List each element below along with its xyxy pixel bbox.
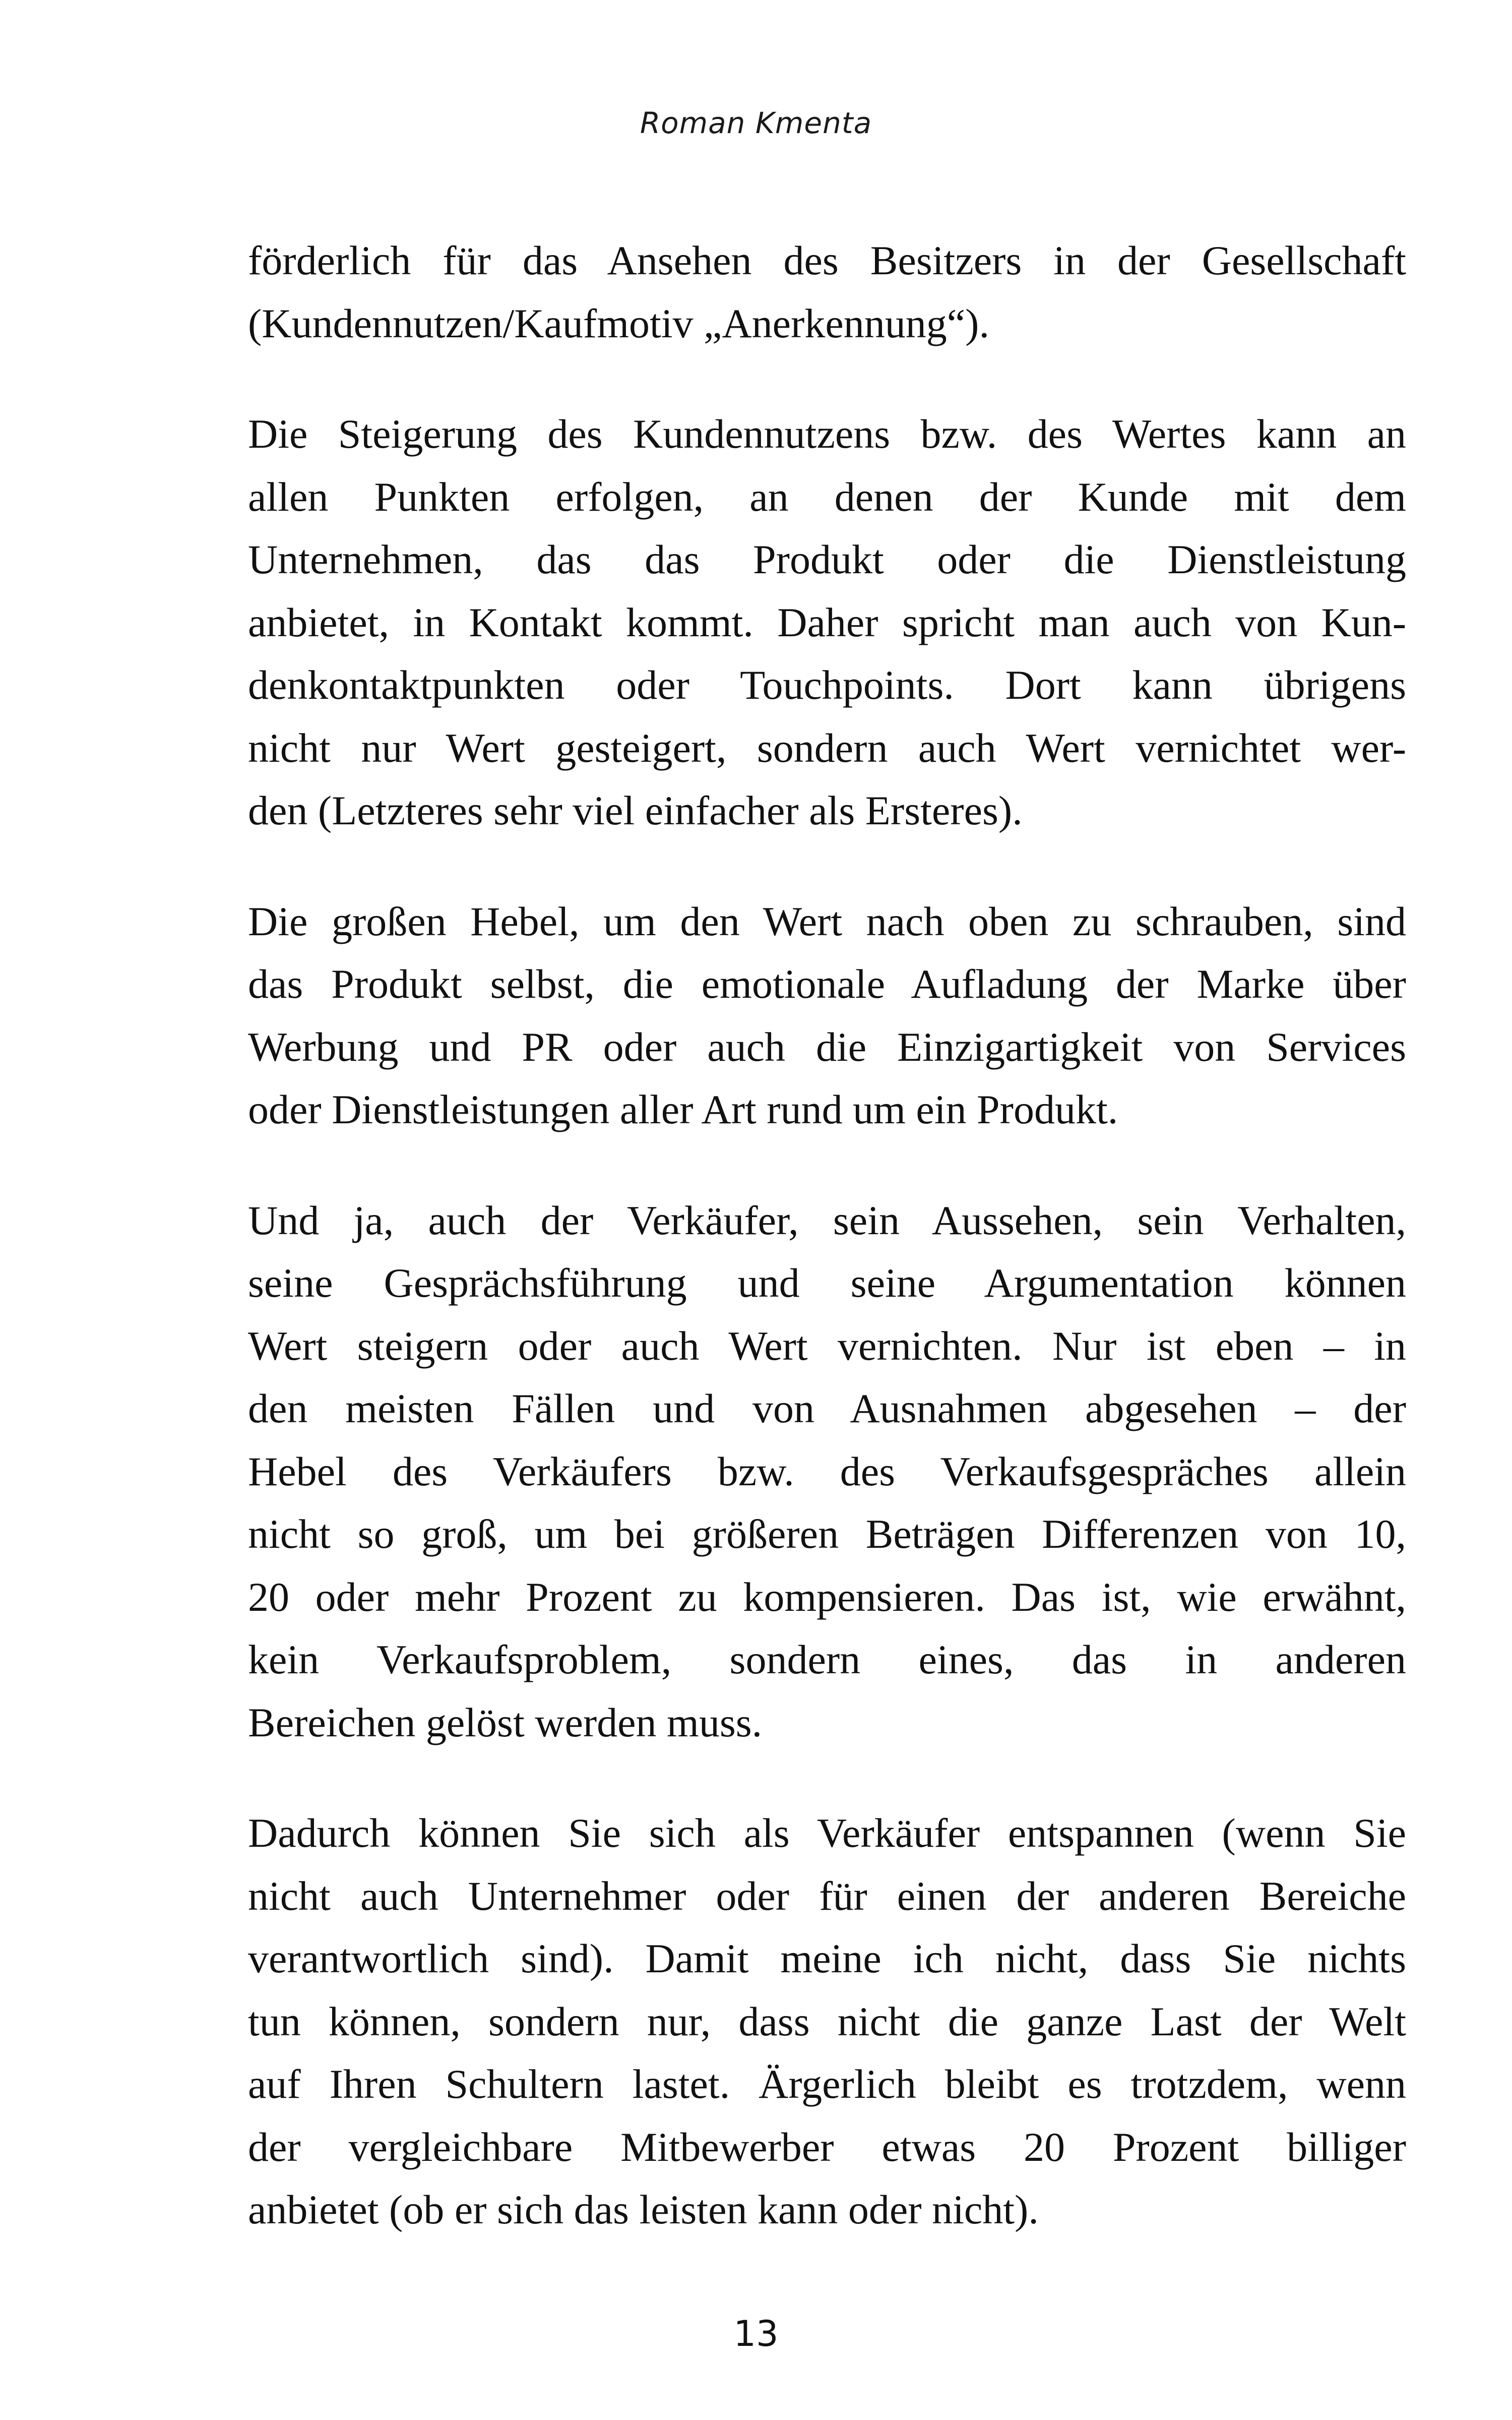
text-line: der vergleichbare Mitbewerber etwas 20 Prozent billiger bbox=[248, 2124, 1406, 2170]
text-line: seine Gesprächsführung und seine Argumentation können bbox=[248, 1260, 1406, 1306]
page-number: 13 bbox=[733, 2313, 779, 2354]
paragraph-1 bbox=[248, 229, 1406, 355]
text-line: verantwortlich sind). Damit meine ich nicht, dass Sie nichts bbox=[248, 1935, 1406, 1981]
paragraph-3 bbox=[248, 890, 1406, 1141]
text-line: Und ja, auch der Verkäufer, sein Aussehen, sein Verhalten, bbox=[248, 1197, 1406, 1243]
text-line: (Kundennutzen/Kaufmotiv „Anerkennung“). bbox=[248, 300, 989, 346]
text-line: förderlich für das Ansehen des Besitzers in der Gesellschaft bbox=[248, 237, 1406, 283]
text-line: oder Dienstleistungen aller Art rund um ein Produkt. bbox=[248, 1086, 1118, 1132]
text-line: den (Letzteres sehr viel einfacher als Ersteres). bbox=[248, 788, 1023, 833]
text-line: nicht auch Unternehmer oder für einen der anderen Bereiche bbox=[248, 1872, 1406, 1919]
text-line: Hebel des Verkäufers bzw. des Verkaufsgespräches allein bbox=[248, 1448, 1406, 1494]
paragraph-5 bbox=[248, 1802, 1406, 2242]
text-line: das Produkt selbst, die emotionale Aufladung der Marke über bbox=[248, 961, 1406, 1007]
text-line: nicht so groß, um bei größeren Beträgen Differenzen von 10, bbox=[248, 1511, 1406, 1557]
paragraph-4 bbox=[248, 1189, 1406, 1754]
text-line: auf Ihren Schultern lastet. Ärgerlich bleibt es trotzdem, wenn bbox=[248, 2061, 1406, 2107]
text-line: kein Verkaufsproblem, sondern eines, das in anderen bbox=[248, 1637, 1406, 1682]
text-line: 20 oder mehr Prozent zu kompensieren. Das ist, wie erwähnt, bbox=[248, 1574, 1406, 1620]
text-line: anbietet (ob er sich das leisten kann oder nicht). bbox=[248, 2187, 1039, 2232]
text-line: Werbung und PR oder auch die Einzigartigkeit von Services bbox=[248, 1023, 1406, 1070]
text-line: Wert steigern oder auch Wert vernichten. Nur ist eben – in bbox=[248, 1322, 1406, 1369]
text-line: Die großen Hebel, um den Wert nach oben zu schrauben, sind bbox=[248, 898, 1406, 944]
text-line: Die Steigerung des Kundennutzens bzw. des Wertes kann an bbox=[248, 411, 1406, 457]
text-line: denkontaktpunkten oder Touchpoints. Dort kann übrigens bbox=[248, 662, 1406, 708]
text-line: allen Punkten erfolgen, an denen der Kunde mit dem bbox=[248, 473, 1406, 520]
text-line: Unternehmen, das das Produkt oder die Dienstleistung bbox=[248, 536, 1406, 582]
running-header-author: Roman Kmenta bbox=[640, 106, 872, 140]
text-line: Bereichen gelöst werden muss. bbox=[248, 1699, 763, 1745]
paragraph-2 bbox=[248, 403, 1406, 842]
text-line: den meisten Fällen und von Ausnahmen abgesehen – der bbox=[248, 1385, 1406, 1431]
text-line: tun können, sondern nur, dass nicht die ganze Last der Welt bbox=[248, 1998, 1406, 2044]
text-line: nicht nur Wert gesteigert, sondern auch Wert vernichtet wer- bbox=[248, 724, 1406, 771]
text-line: Dadurch können Sie sich als Verkäufer entspannen (wenn Sie bbox=[248, 1810, 1406, 1856]
text-line: anbietet, in Kontakt kommt. Daher spricht man auch von Kun- bbox=[248, 599, 1406, 645]
body-text bbox=[248, 229, 1406, 2289]
